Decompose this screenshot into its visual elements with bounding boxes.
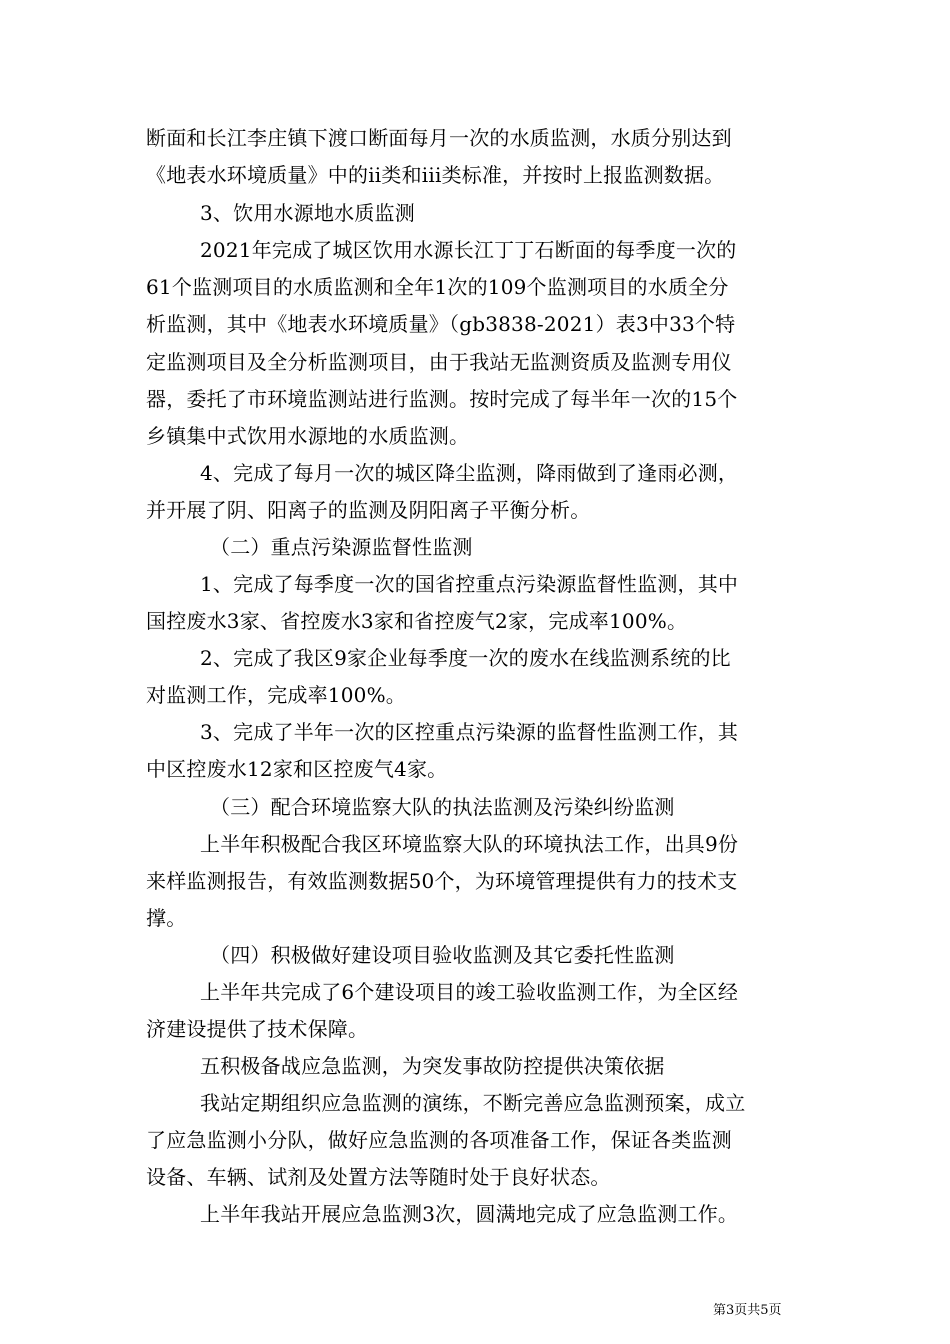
text-line: 撑。	[146, 906, 187, 930]
section-heading: （三）配合环境监察大队的执法监测及污染纠纷监测	[210, 795, 675, 819]
text-line: 了应急监测小分队，做好应急监测的各项准备工作，保证各类监测	[146, 1128, 732, 1152]
text-line: 3、完成了半年一次的区控重点污染源的监督性监测工作，其	[200, 720, 739, 744]
section-heading: 3、饮用水源地水质监测	[200, 201, 415, 225]
text-line: 我站定期组织应急监测的演练，不断完善应急监测预案，成立	[200, 1091, 746, 1115]
text-line: 上半年积极配合我区环境监察大队的环境执法工作，出具9份	[200, 832, 739, 856]
text-line: 济建设提供了技术保障。	[146, 1017, 369, 1041]
text-line: 器，委托了市环境监测站进行监测。按时完成了每半年一次的15个	[146, 387, 738, 411]
section-heading: （二）重点污染源监督性监测	[210, 535, 473, 559]
text-line: 中区控废水12家和区控废气4家。	[146, 757, 448, 781]
text-line: 国控废水3家、省控废水3家和省控废气2家，完成率100%。	[146, 609, 688, 633]
text-line: 《地表水环境质量》中的ii类和iii类标准，并按时上报监测数据。	[146, 163, 725, 187]
text-line: 乡镇集中式饮用水源地的水质监测。	[146, 424, 470, 448]
text-line: 定监测项目及全分析监测项目，由于我站无监测资质及监测专用仪	[146, 350, 732, 374]
text-line: 来样监测报告，有效监测数据50个，为环境管理提供有力的技术支	[146, 869, 738, 893]
text-line: 对监测工作，完成率100%。	[146, 683, 406, 707]
text-line: 设备、车辆、试剂及处置方法等随时处于良好状态。	[146, 1165, 611, 1189]
text-line: 61个监测项目的水质监测和全年1次的109个监测项目的水质全分	[146, 275, 729, 299]
section-heading: （四）积极做好建设项目验收监测及其它委托性监测	[210, 943, 675, 967]
text-line: 4、完成了每月一次的城区降尘监测，降雨做到了逢雨必测，	[200, 461, 739, 485]
text-line: 2、完成了我区9家企业每季度一次的废水在线监测系统的比	[200, 646, 731, 670]
text-line: 析监测，其中《地表水环境质量》（gb3838-2021）表3中33个特	[146, 312, 736, 336]
text-line: 断面和长江李庄镇下渡口断面每月一次的水质监测，水质分别达到	[146, 126, 732, 150]
text-line: 上半年共完成了6个建设项目的竣工验收监测工作，为全区经	[200, 980, 739, 1004]
text-line: 并开展了阴、阳离子的监测及阴阳离子平衡分析。	[146, 498, 591, 522]
section-heading: 五积极备战应急监测，为突发事故防控提供决策依据	[200, 1054, 665, 1078]
text-line: 1、完成了每季度一次的国省控重点污染源监督性监测，其中	[200, 572, 739, 596]
text-line: 2021年完成了城区饮用水源长江丁丁石断面的每季度一次的	[200, 238, 737, 262]
text-line: 上半年我站开展应急监测3次，圆满地完成了应急监测工作。	[200, 1202, 739, 1226]
page-number: 第3页共5页	[713, 1303, 782, 1318]
